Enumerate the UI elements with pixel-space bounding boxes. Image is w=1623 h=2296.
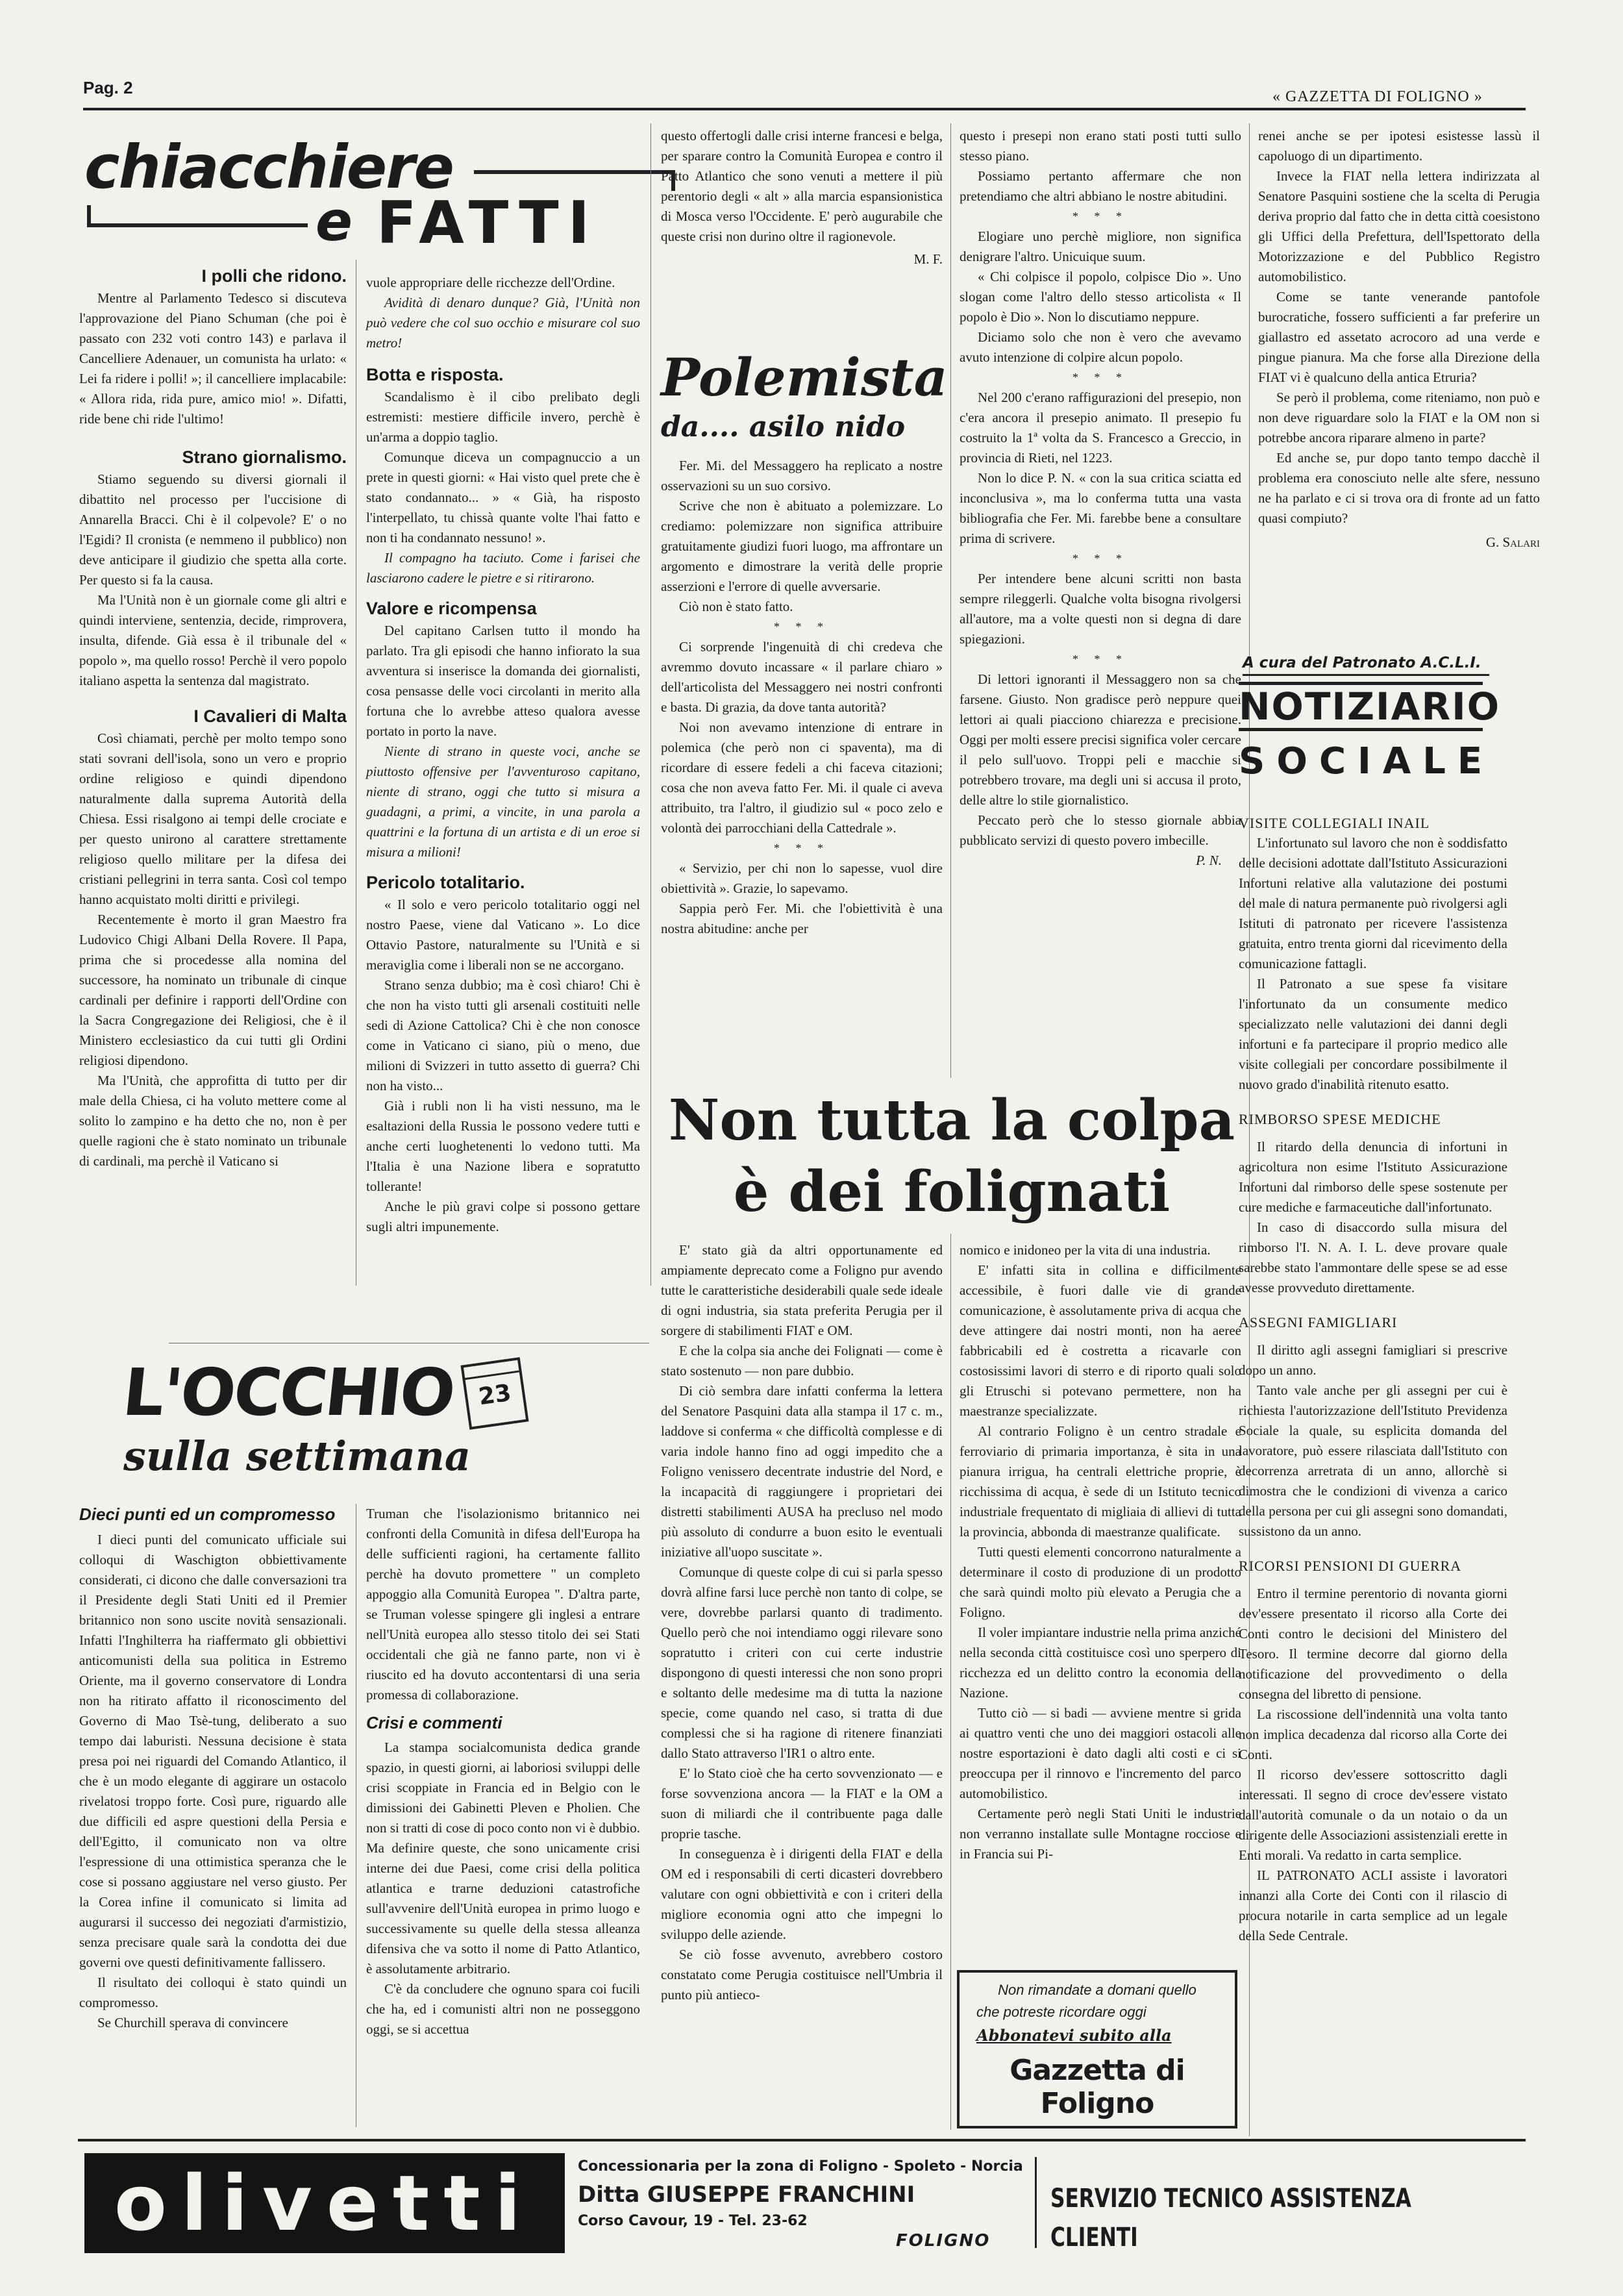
paragraph: Elogiare uno perchè migliore, non significa denigrare l'altro. Unicuique suum. [960,229,1241,264]
dealer-name: Ditta GIUSEPPE FRANCHINI [578,2182,915,2208]
polemista-title: Polemista [661,347,948,408]
separator-stars: * * * [774,620,830,633]
section-head-dieci-punti: Dieci punti ed un compromesso [79,1504,336,1524]
occhio-subtitle: sulla settimana [123,1432,471,1480]
paragraph: Il voler impiantare industrie nella prima anziché nella seconda città costituisce così uno sperpero di ricchezza ed un delitto contro la economia della Nazione. [960,1625,1241,1701]
occhio-col2 [366,1504,640,2040]
dealer-address: Corso Cavour, 19 - Tel. 23-62 [578,2213,808,2229]
paragraph: I dieci punti del comunicato ufficiale sui colloqui di Waschigton obbiettivamente considerati, ci dicono che dalle conversazioni tra il Presidente degli Stati Uniti ed il Premier britannico non sono uscite novità sensazionali. Infatti l'Inghilterra ha riaffermato gli obbiettivi anticomunisti della sua politica in Estremo Oriente, ma il governo conservatore di Londra non ha ritirato affatto il riconoscimento del Governo di Mao Tsè-tung, deliberato a suo tempo dai laburisti. Nessuna decisione è stata presa poi nei riguardi del Comando Atlantico, il che è un modo elegante di aggirare un ostacolo rivelatosi troppo forte. Così pure, riguardo alle due difficili ed aspre questioni della Persia e dell'Egitto, il comunicato non va oltre l'espressione di una ottimistica speranza che le cose si possano aggiustare nel verso giusto. Per la Corea infine il comunicato si limita ad augurarsi il successo dei negoziati d'armistizio, senza precisare quale sarà la condotta dei due governi ove questi definitivamente fallissero. [79,1532,347,1970]
paragraph: Comunque diceva un compagnuccio a un prete in questi giorni: « Hai visto quel prete che è stato condannato... » « Già, ha risposto l'interpellato, tu chissà quante volte l'hai fatto e non ti ha condannato nessuno! ». [366,449,640,545]
section-head-valore: Valore e ricompensa [366,599,537,618]
heading-ricorsi: RICORSI PENSIONI DI GUERRA [1239,1558,1462,1574]
occhio-title: L'OCCHIO [119,1354,458,1430]
heading-visite: VISITE COLLEGIALI INAIL [1239,815,1430,831]
notiziario-subtitle: SOCIALE [1239,740,1494,782]
paragraph: Il ritardo della denuncia di infortuni in agricoltura non esime l'Istituto Assicurazione Infortuni dal rimborso delle spese sostenute per cure mediche e farmaceutiche dall'infortunato. [1239,1139,1507,1215]
paragraph: La stampa socialcomunista dedica grande spazio, in questi giorni, ai laboriosi sviluppi delle crisi scoppiate in Francia ed in Belgio con le dimissioni dei Gabinetti Pleven e Pholien. Che non si tratti di cose di poco conto non vi è dubbio. Ma definire queste, che sono unicamente crisi interne dei due Paesi, come crisi della politica atlantica e trarne deduzioni catastrofiche sull'avvenire dell'Unità europea in primo luogo e successivamente su quelle della stessa alleanza difensiva che va sotto il nome di Patto Atlantico, è assolutamente arbitrario. [366,1740,640,1977]
paragraph: Avidità di denaro dunque? Già, l'Unità non può vedere che col suo occhio e misurare col suo metro! [366,295,640,351]
paragraph: Peccato però che lo stesso giornale abbia pubblicato servizi di questo povero imbecille. [960,812,1241,848]
polemista-col1 [661,456,943,939]
separator-stars: * * * [1072,210,1128,223]
paragraph: Scrive che non è abituato a polemizzare. Lo crediamo: polemizzare non significa attribuire gratuitamente giudizi fuori luogo, ma affrontare un argomento e dimostrare la verità delle proprie asserzioni e l'errore di quelle avversarie. [661,498,943,594]
calendar-icon [460,1357,528,1430]
paragraph: Tutti questi elementi concorrono naturalmente a determinare il costo di produzione di un prodotto che sarà quindi molto più elevato a Perugia che a Foligno. [960,1544,1241,1620]
heading-assegni: ASSEGNI FAMIGLIARI [1239,1314,1398,1330]
paragraph: Al contrario Foligno è un centro stradale e ferroviario di primaria importanza, è sita in una pianura irrigua, ha centrali elettriche proprie, è ricchissima di acqua, è sede di un Istituto tecnico industriale frequentato di migliaia di allievi di tutta la provincia, abbonda di maestranze qualificate. [960,1423,1241,1540]
polemista-col2 [960,126,1241,871]
chiacchiere-col1 [79,264,347,1171]
paragraph: L'infortunato sul lavoro che non è soddisfatto delle decisioni adottate dall'Istituto Assicurazioni Infortuni relative alla valutazione dei postumi del male di natura permanente può rivolgersi agli Istituti di patronato per ricevere l'assistenza gratuita, entro trenta giorni dal ricevimento della comunicazione fattagli. [1239,835,1507,971]
service-label: SERVIZIO TECNICO ASSISTENZA CLIENTI [1050,2184,1411,2252]
page-label: Pag. 2 [83,78,133,97]
paragraph: Possiamo pertanto affermare che non pretendiamo che altri abbiano le nostre abitudini. [960,168,1241,204]
paragraph: Truman che l'isolazionismo britannico nei confronti della Comunità in difesa dell'Europa ha delle sufficienti ragioni, ha certamente fallito perchè ha dovuto promettere " un completo appoggio alla Comunità Europea ". D'altra parte, se Truman volesse spingere gli inglesi a entrare nell'Unità europea allo stesso titolo dei sei Stati occidentali che già ne fanno parte, non vi è riuscito ed ha dovuto accontentarsi di una seria promessa di collaborazione. [366,1506,640,1703]
paragraph: Ma l'Unità, che approfitta di tutto per dir male della Chiesa, ci ha voluto mettere come al solito lo zampino e ha detto che no, non è per quelle ragioni che è stato nominato un tribunale di cardinali, ma perchè il Vaticano si [79,1073,347,1169]
header-rule [83,108,1526,110]
colpa-headline-1: Non tutta la colpa [668,1088,1235,1153]
paragraph: Ed anche se, pur dopo tanto tempo dacchè il problema era conosciuto nelle alte sfere, nessuno ne ha parlato e ci si trova ora di fronte ad un fatto quasi compiuto? [1258,450,1540,526]
olivetti-logo: olivetti [84,2153,565,2253]
section-head-giornalismo: Strano giornalismo. [182,447,347,467]
paragraph: vuole appropriare delle ricchezze dell'Ordine. [366,275,615,290]
signature: G. Salari [1485,534,1540,550]
ad-divider [1035,2157,1037,2248]
chiacchiere-title-b: e [316,190,353,253]
paragraph: Se però il problema, come riteniamo, non può e non deve riguardare solo la FIAT e la OM non si potrebbe ancora riparare almeno in parte? [1258,390,1540,445]
occhio-col1 [79,1504,347,2033]
signature: P. N. [1196,853,1222,868]
column-divider [950,123,951,1078]
paragraph: E' stato già da altri opportunamente ed ampiamente deprecato come a Foligno pur avendo tutte le caratteristiche desiderabili quale sede ideale di ogni industria, sia stata preferita Perugia per il sorgere di stabilimenti FIAT e OM. [661,1242,943,1338]
masthead: « GAZZETTA DI FOLIGNO » [1272,88,1483,105]
paragraph: « Servizio, per chi non lo sapesse, vuol dire obiettività ». Grazie, lo sapevamo. [661,860,943,896]
notiziario-title: NOTIZIARIO [1239,682,1483,731]
notiziario-top [1258,126,1540,553]
paragraph: Il Patronato a sue spese fa visitare l'infortunato da un consumente medico specializzato nelle valutazioni dei danni degli infortuni e fa partecipare il proprio medico alle visite collegiali per concordare possibilmente il nuovo grado d'inabilità ritenuto esatto. [1239,976,1507,1092]
paragraph: Ciò non è stato fatto. [679,599,793,614]
subscribe-paper-name: Gazzetta di Foligno [1010,2054,1185,2120]
paragraph: Fer. Mi. del Messaggero ha replicato a nostre osservazioni su un suo corsivo. [661,458,943,493]
paragraph: E' lo Stato cioè che ha certo sovvenzionato — e forse sovvenziona ancora — la FIAT e la OM a suon di miliardi che il contribuente paga dalle proprie tasche. [661,1766,943,1841]
paragraph: Per intendere bene alcuni scritti non basta sempre rileggerli. Qualche volta bisogna rivolgersi all'autore, ma a volte questi non si degna di dare spiegazioni. [960,571,1241,647]
paragraph: Strano senza dubbio; ma è così chiaro! Chi è che non ha visto tutti gli arsenali costituiti nelle sedi di Azione Cattolica? Chi è che non conosce come in Vaticano ci siano, più o meno, due milioni di Svizzeri in tutto assetto di guerra? Chi non ha visto... [366,977,640,1093]
paragraph: Noi non avevamo intenzione di entrare in polemica (che però non ci spaventa), ma di ricordare di essere fedeli a chi faceva citazioni; cosa che non aveva fatto Fer. Mi. il quale ci aveva attribuito, tra l'altro, il giudizio sul « poco zelo e volontà dei parrocchiani della Cattedrale ». [661,719,943,836]
title-rule-top [474,170,675,174]
chiacchiere-title-c: FATTI [377,189,599,257]
paragraph: Stiamo seguendo su diversi giornali il dibattito nel processo per l'uccisione di Annarella Bracci. Chi è il colpevole? E' o no l'Egidi? Il cronista (e nemmeno il pubblico) non deve anticipare il giudizio che spetta alla corte. Per questo si fa la causa. [79,471,347,588]
column-divider [650,123,651,1286]
ad-top-rule [78,2139,1526,2141]
paragraph: Il risultato dei colloqui è stato quindi un compromesso. [79,1975,347,2010]
paragraph: renei anche se per ipotesi esistesse lassù il capoluogo di un dipartimento. [1258,128,1540,164]
paragraph: Non lo dice P. N. « con la sua critica sciatta ed inconclusiva », ma lo conferma tutta una vasta bibliografia che Fer. Mi. farebbe bene a consultare prima di scrivere. [960,470,1241,546]
paragraph: Certamente però negli Stati Uniti le industrie non verranno installate sulle Montagne rocciose e in Francia sui Pi- [960,1806,1241,1862]
paragraph: Entro il termine perentorio di novanta giorni dev'essere presentato il ricorso alla Corte dei Conti contro le decisioni del Ministero del Tesoro. Il termine decorre dal giorno della notificazione del provvedimento o della consegna del libretto di pensione. [1239,1586,1507,1702]
column-divider [950,1234,951,2130]
colpa-col2 [960,1240,1241,1864]
section-head-botta: Botta e risposta. [366,365,504,384]
paragraph: Recentemente è morto il gran Maestro fra Ludovico Chigi Albani Della Rovere. Il Papa, prima che si procedesse alla nomina del successore, ha nominato un tribunale di cinque cardinali per definire i rapporti dell'Ordine con la Sacra Congregazione dei Religiosi, che è il Ministero ecclesiastico da cui tutti gli Ordini religiosi dipendono. [79,912,347,1068]
section-head-cavalieri: I Cavalieri di Malta [193,706,347,726]
colpa-col1 [661,1240,943,2005]
signature: M. F. [913,251,943,267]
paragraph: In conseguenza è i dirigenti della FIAT e della OM ed i responsabili di certi dicasteri dovrebbero valutare con ogni obbiettività e con i criteri della migliore economia ogni atto che impegni lo sviluppo delle aziende. [661,1846,943,1942]
section-head-polli: I polli che ridono. [201,266,347,286]
center-top-article [661,126,943,269]
subscribe-box [957,1970,1237,2128]
paragraph: La riscossione dell'indennità una volta tanto non implica decadenza dal ricorso alla Corte dei Conti. [1239,1706,1507,1762]
chiacchiere-title-a: chiacchiere [84,132,453,202]
subscribe-line-1: Non rimandate a domani quello [998,1982,1196,1998]
paragraph: Del capitano Carlsen tutto il mondo ha parlato. Tra gli episodi che hanno infiorato la sua avventura si inserisce la domanda dei giornalisti, cosa pensasse delle voci circolanti in merito alla fortuna che lo avrebbe atteso qualora avesse portato in porto la nave. [366,623,640,739]
paragraph: « Il solo e vero pericolo totalitario oggi nel nostro Paese, viene dal Vaticano ». Lo dice Ottavio Pastore, naturalmente su l'Unità e si meraviglia come i liberali non se ne accorgano. [366,897,640,973]
paragraph: E che la colpa sia anche dei Folignati — come è stato sostenuto — non pare dubbio. [661,1343,943,1379]
separator-stars: * * * [774,842,830,855]
subscribe-line-2: che potreste ricordare oggi [976,2004,1146,2020]
separator-stars: * * * [1072,552,1128,565]
paragraph: Il compagno ha taciuto. Come i farisei che lasciarono cadere le pietre e si ritirarono. [366,550,640,586]
paragraph: Diciamo solo che non è vero che avevamo avuto intenzione di colpire alcun popolo. [960,329,1241,365]
subscribe-line-3: Abbonatevi subito alla [976,2026,1172,2045]
paragraph: Se ciò fosse avvenuto, avrebbero costoro constatato come Perugia costituisce nell'Umbria il punto più antieco- [661,1947,943,2003]
paragraph: questo i presepi non erano stati posti tutti sullo stesso piano. [960,128,1241,164]
polemista-subtitle: da.... asilo nido [661,410,906,443]
paragraph: Di lettori ignoranti il Messaggero non sa che farsene. Giusto. Non gradisce però neppure quei lettori ai quali piacciono chiarezza e precisione. Oggi per molti essere precisi significa voler cercare il pelo sull'uovo. Troppi peli e macchie si potrebbero trovare, ma degli uni si accusa il proto, delle altre lo stile giornalistico. [960,671,1241,808]
paragraph: Comunque di queste colpe di cui si parla spesso dovrà alfine farsi luce perchè non tanto di colpe, se vere, dovrebbe parlarsi quanto di tradimento. Quello però che noi intendiamo oggi rilevare sono sopratutto i criteri con cui certe industrie dispongono di questi interessi che non sono propri e soltanto delle medesime ma di tutta la nazione specie, come quando nel caso, si tratta di due complessi che si ha ragione di ritenere finanziati dallo Stato attraverso l'IR1 o altro ente. [661,1564,943,1761]
paragraph: Invece la FIAT nella lettera indirizzata al Senatore Pasquini sostiene che la scelta di Perugia deriva proprio dal fatto che in detta città coesistono gli Uffici della Prefettura, dell'Ispettorato della Motorizzazione e del Pubblico Registro automobilistico. [1258,168,1540,284]
paragraph: E' infatti sita in collina e difficilmente accessibile, è fuori dalle vie di grande comunicazione, è assolutamente priva di acqua che deve attingere dai nostri monti, non ha aeree fabbricabili ed è costretta a ricavarle con costosissimi lavori di sterro e di riporto quali solo gli Etruschi si potevano permettere, non ha maestranze specializzate. [960,1262,1241,1419]
section-head-crisi: Crisi e commenti [366,1713,502,1732]
calendar-number: 23 [477,1379,514,1411]
separator-stars: * * * [1072,653,1128,666]
notiziario-curator: A cura del Patronato A.C.L.I. [1243,655,1489,676]
paragraph: Così chiamati, perchè per molto tempo sono stati sovrani dell'isola, sono un vero e proprio ordine religioso e quindi dipendono naturalmente dalla suprema Autorità della Chiesa. Essi risalgono ai tempi delle crociate e per questo unirono al carattere strettamente religioso quello militare per la difesa dei cristiani pellegrini in terra santa. Così col tempo hanno acquistato molti diritti e privilegi. [79,730,347,907]
paragraph: Se Churchill sperava di convincere [97,2015,288,2030]
section-head-pericolo: Pericolo totalitario. [366,873,525,892]
paragraph: Ci sorprende l'ingenuità di chi credeva che avremmo dovuto incassare « il parlare chiaro » dell'articolista del Messaggero nei nostri confronti e basta. Di grazia, da dove tanta autorità? [661,639,943,715]
chiacchiere-col2 [366,273,640,1237]
paragraph: Tanto vale anche per gli assegni per cui è richiesta l'autorizzazione dell'Istituto Previdenza Sociale la quale, su esplicita domanda del lavoratore, può essere rilasciata dall'Istituto con decorrenza arretrata di un anno, allorchè si dimostra che le condizioni di vivenza a carico della persona per cui gli assegni sono domandati, sussistono da un anno. [1239,1382,1507,1539]
paragraph: Come se tante venerande pantofole burocratiche, fossero sufficienti a far preferire un giallastro ed assetato acrocoro ad una verde e pingue pianura. Ma che forse alla Direzione della FIAT vi è qualcuno della antica Etruria? [1258,289,1540,385]
separator-stars: * * * [1072,371,1128,384]
paragraph: « Chi colpisce il popolo, colpisce Dio ». Uno slogan come l'altro dello stesso articolista « Il popolo è Dio ». Non lo discutiamo neppure. [960,269,1241,325]
paragraph: Di ciò sembra dare infatti conferma la lettera del Senatore Pasquini data alla stampa il 17 c. m., laddove si conferma « che difficoltà complesse e di varia indole hanno fino ad oggi impedito che a Foligno venissero decentrate industrie del Nord, e la incapacità di raggiungere i proprietari dei distretti stabilimenti AUSA ha precluso nel modo più assoluto di condurre a buon esito le eventuali iniziative all'uopo suscitate ». [661,1383,943,1560]
paragraph: Tutto ciò — si badi — avviene mentre si grida ai quattro venti che uno dei maggiori ostacoli alle nostre esportazioni è dato dagli alti costi e ci si preoccupa per il rinnovo e l'incremento del parco automobilistico. [960,1705,1241,1801]
notiziario-body [1239,813,1507,1946]
title-rule-bottom [87,223,308,227]
paragraph: Ma l'Unità non è un giornale come gli altri e quindi interviene, sentenzia, decide, rimprovera, insulta, difende. Già essa è il tribunale del « popolo », ma quello rosso! Perchè il vero popolo italiano aspetta la sentenza dal magistrato. [79,592,347,688]
dealer-city: FOLIGNO [896,2231,991,2251]
paragraph: Niente di strano in queste voci, anche se piuttosto offensive per l'avventuroso capitano, niente di strano, oggi che tutto si misura a guadagni, a primi, a vincite, in una parola a quattrini e la fortuna di un artista e di un eroe si misura a milioni! [366,743,640,860]
paragraph: In caso di disaccordo sulla misura del rimborso l'I. N. A. I. L. deve provare quale sarebbe stato l'ammontare delle spese se ad esse avesse provveduto direttamente. [1239,1219,1507,1295]
heading-rimborso: RIMBORSO SPESE MEDICHE [1239,1111,1441,1127]
paragraph: Già i rubli non li ha visti nessuno, ma le esaltazioni della Russia le possono vedere tutti e anche certi luoghetenenti lo vedono tutti. Ma l'Italia è una Nazione libera e sopratutto tollerante! [366,1098,640,1194]
dealer-line-1: Concessionaria per la zona di Foligno - Spoleto - Norcia [578,2158,1023,2175]
paragraph: Nel 200 c'erano raffigurazioni del presepio, non c'era ancora il presepio animato. Il presepio fu costruito la 1ª volta da S. Francesco a Greccio, in provincia di Rieti, nel 1223. [960,390,1241,466]
paragraph: Il ricorso dev'essere sottoscritto dagli interessati. Il segno di croce dev'essere vistato dall'autorità comunale o da un notaio o da un dirigente delle Associazioni assistenziali erette in Enti morali. Va redatto in carta semplice. [1239,1767,1507,1863]
paragraph: Sappia però Fer. Mi. che l'obiettività è una nostra abitudine: anche per [661,901,943,936]
paragraph: Il diritto agli assegni famigliari si prescrive dopo un anno. [1239,1342,1507,1378]
paragraph: nomico e inidoneo per la vita di una industria. [960,1242,1211,1258]
colpa-headline-2: è dei folignati [733,1159,1171,1225]
paragraph: questo offertogli dalle crisi interne francesi e belga, per sparare contro la Comunità Europea e contro il Patto Atlantico che sono venuti a mettere il più perentorio degli « alt » alla marcia espansionistica di Mosca verso l'Occidente. E' però augurabile che queste crisi non durino oltre il ragionevole. [661,128,943,244]
paragraph: C'è da concludere che ognuno spara coi fucili che ha, ed i comunisti altri non ne posseggono oggi, se si accettua [366,1981,640,2037]
paragraph: Mentre al Parlamento Tedesco si discuteva l'approvazione del Piano Schuman (che poi è passato con 232 voti contro 143) e parlava il Cancelliere Adenauer, un comunista ha urlato: « Lei fa ridere i polli! »; il cancelliere implacabile: « Allora rida, rida pure, amico mio! ». Difatti, ride bene chi ride l'ultimo! [79,290,347,427]
paragraph: Anche le più gravi colpe si possono gettare sugli altri impunemente. [366,1199,640,1234]
paragraph: IL PATRONATO ACLI assiste i lavoratori innanzi alla Corte dei Conti con il rilascio di procura notarile in carta semplice ad un legale della Sede Centrale. [1239,1867,1507,1943]
paragraph: Scandalismo è il cibo prelibato degli estremisti: mestiere difficile invero, perchè è un'arma a doppio taglio. [366,389,640,445]
